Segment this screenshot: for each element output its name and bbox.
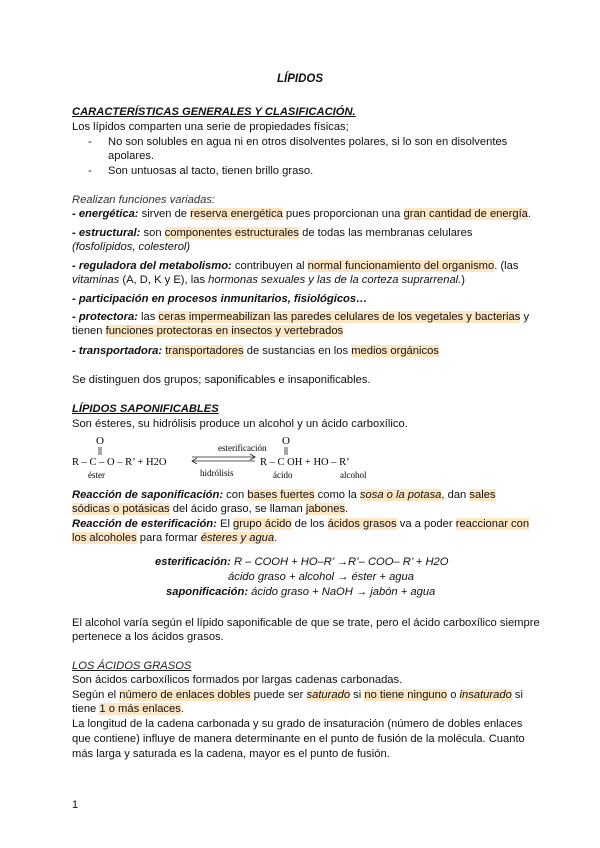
text: como la: [314, 489, 360, 501]
highlight: no tiene ninguno: [364, 689, 448, 701]
highlight: 1 o más enlaces: [99, 703, 181, 715]
highlight: ceras impermeabilizan las paredes celulares de los vegetales y bacterias: [158, 311, 521, 323]
bullet-item-1-line-2: apolares.: [108, 150, 155, 162]
fatty-acids-line-6: más larga y saturada es la cadena, mayor es el punto de fusión.: [72, 748, 390, 760]
text: y: [520, 311, 530, 323]
page-number: 1: [72, 799, 79, 811]
text: de todas las membranas celulares: [298, 227, 473, 239]
carbonyl-oxygen-right: O: [282, 435, 290, 447]
text: vitaminas: [72, 274, 120, 286]
arrow-label-hydrolysis: hidrólisis: [200, 468, 234, 478]
text: , dan: [441, 489, 470, 501]
highlight: los alcoholes: [72, 532, 137, 544]
text: .: [274, 532, 278, 544]
text: del ácido graso, se llaman: [169, 503, 306, 515]
text: .: [180, 703, 184, 715]
highlight: saturado: [306, 689, 351, 701]
highlight: funciones protectoras en insectos y vertebrados: [105, 325, 344, 337]
groups-paragraph: Se distinguen dos grupos; saponificables e insaponificables.: [72, 374, 371, 386]
highlight: gran cantidad de energía: [403, 208, 528, 220]
text: para formar: [136, 532, 201, 544]
function-regulatory-line-2: [72, 274, 465, 286]
text: tienen: [72, 325, 106, 337]
text: hormonas sexuales y las de la corteza suprarrenal.: [208, 274, 462, 286]
heading-text: CARACTERÍSTICAS GENERALES Y CLASIFICACIÓN.: [72, 106, 356, 118]
text: si: [511, 689, 523, 701]
carbonyl-oxygen-left: O: [96, 435, 104, 447]
bullet-item-1-line-1: No son solubles en agua ni en otros disolventes polares, si lo son en disolventes: [108, 136, 508, 148]
function-protective: [72, 311, 529, 323]
function-transport: [72, 345, 439, 357]
equation-text: R – COOH + HO–R’ →R’– COO– R’ + H2O: [230, 556, 449, 568]
highlight: medios orgánicos: [351, 345, 439, 357]
text: contribuyen al: [231, 260, 308, 272]
equation-text: ácido graso + NaOH → jabón + agua: [248, 586, 436, 598]
esterification-equation: [155, 556, 448, 568]
heading-text: LOS ÁCIDOS GRASOS: [72, 660, 192, 672]
text: son: [140, 227, 165, 239]
text: ): [461, 274, 465, 286]
highlight: sódicas o potásicas: [72, 503, 170, 515]
highlight: sosa o la potasa: [359, 489, 442, 501]
function-regulatory: [72, 260, 518, 272]
text: El: [216, 518, 234, 530]
paragraph-intro: Los lípidos comparten una serie de propiedades físicas;: [72, 121, 349, 133]
text: puede ser: [250, 689, 307, 701]
function-label: - protectora:: [72, 311, 138, 323]
function-energetic: [72, 208, 531, 220]
section-heading-fatty-acids: [72, 660, 191, 672]
highlight: insaturado: [459, 689, 512, 701]
function-immune: - participación en procesos inmunitarios, fisiológicos…: [72, 293, 368, 305]
section-heading-general: [72, 106, 356, 118]
text: pues proporcionan una: [282, 208, 404, 220]
function-protective-line-2: [72, 325, 343, 337]
esterification-reaction: [72, 518, 529, 530]
highlight: normal funcionamiento del organismo: [307, 260, 495, 272]
document-title: LÍPIDOS: [276, 73, 323, 85]
highlight: sales: [469, 489, 496, 501]
highlight: transportadores: [165, 345, 244, 357]
equation-label: esterificación:: [155, 556, 231, 568]
text: va a poder: [396, 518, 456, 530]
text: (A, D, K y E), las: [119, 274, 209, 286]
text: con: [223, 489, 248, 501]
highlight: bases fuertes: [247, 489, 315, 501]
alcohol-paragraph-line-2: pertenece a los ácidos grasos.: [72, 631, 224, 643]
function-structural: [72, 227, 472, 239]
equation-label: saponificación:: [166, 586, 249, 598]
alcohol-paragraph-line-1: El alcohol varía según el lípido saponificable de que se trate, pero el ácido carboxílico siempre: [72, 617, 540, 629]
fatty-acids-line-2: [72, 689, 523, 701]
alcohol-label: alcohol: [340, 470, 367, 480]
highlight: jabones: [305, 503, 346, 515]
text: . (las: [494, 260, 519, 272]
bullet-dash: -: [88, 136, 92, 148]
highlight: reaccionar con: [455, 518, 530, 530]
ester-label: éster: [88, 470, 105, 480]
function-label: - estructural:: [72, 227, 141, 239]
function-label: - reguladora del metabolismo:: [72, 260, 232, 272]
highlight: componentes estructurales: [164, 227, 299, 239]
reaction-label: Reacción de esterificación:: [72, 518, 217, 530]
fatty-acids-line-4: La longitud de la cadena carbonada y su grado de insaturación (número de dobles enlaces: [72, 718, 523, 730]
highlight: ácidos grasos: [327, 518, 397, 530]
esterification-equation-words: ácido graso + alcohol → éster + agua: [228, 571, 414, 583]
text: las: [137, 311, 159, 323]
text: .: [345, 503, 349, 515]
text: de los: [291, 518, 328, 530]
function-structural-line-2: (fosfolípidos, colesterol): [72, 241, 191, 253]
text: tiene: [72, 703, 100, 715]
section-heading-saponifiable: [72, 403, 219, 415]
highlight: reserva energética: [190, 208, 283, 220]
function-label: - transportadora:: [72, 345, 163, 357]
text: sirven de: [138, 208, 191, 220]
fatty-acids-line-3: [72, 703, 184, 715]
saponification-reaction-line-2: [72, 503, 348, 515]
saponifiable-intro: Son ésteres, su hidrólisis produce un alcohol y un ácido carboxílico.: [72, 418, 408, 430]
products-formula: R – C OH + HO – R’: [260, 457, 350, 468]
function-label: - energética:: [72, 208, 139, 220]
acid-label: ácido: [273, 470, 293, 480]
ester-hydrolysis-diagram: [70, 432, 380, 482]
text: de sustancias en los: [243, 345, 352, 357]
bullet-dash: -: [88, 165, 92, 177]
heading-text: LÍPIDOS SAPONIFICABLES: [72, 403, 219, 415]
text: Según el: [72, 689, 120, 701]
highlight: grupo ácido: [233, 518, 292, 530]
ester-formula: R – C – O – R’ + H2O: [72, 457, 167, 468]
saponification-reaction: [72, 489, 496, 501]
saponification-equation: [166, 586, 435, 598]
text: o: [447, 689, 460, 701]
text: si: [350, 689, 365, 701]
arrow-label-esterification: esterificación: [218, 443, 267, 453]
highlight: número de enlaces dobles: [119, 689, 251, 701]
functions-intro: Realizan funciones variadas:: [72, 194, 216, 206]
text: .: [527, 208, 532, 220]
reaction-label: Reacción de saponificación:: [72, 489, 224, 501]
esterification-reaction-line-2: [72, 532, 277, 544]
fatty-acids-line-5: que contiene) influye de manera determinante en el punto de fusión de la molécula. Cuanto: [72, 733, 525, 745]
bullet-item-2: Son untuosas al tacto, tienen brillo graso.: [108, 165, 314, 177]
fatty-acids-line-1: Son ácidos carboxílicos formados por largas cadenas carbonadas.: [72, 674, 403, 686]
highlight: ésteres y agua: [200, 532, 275, 544]
